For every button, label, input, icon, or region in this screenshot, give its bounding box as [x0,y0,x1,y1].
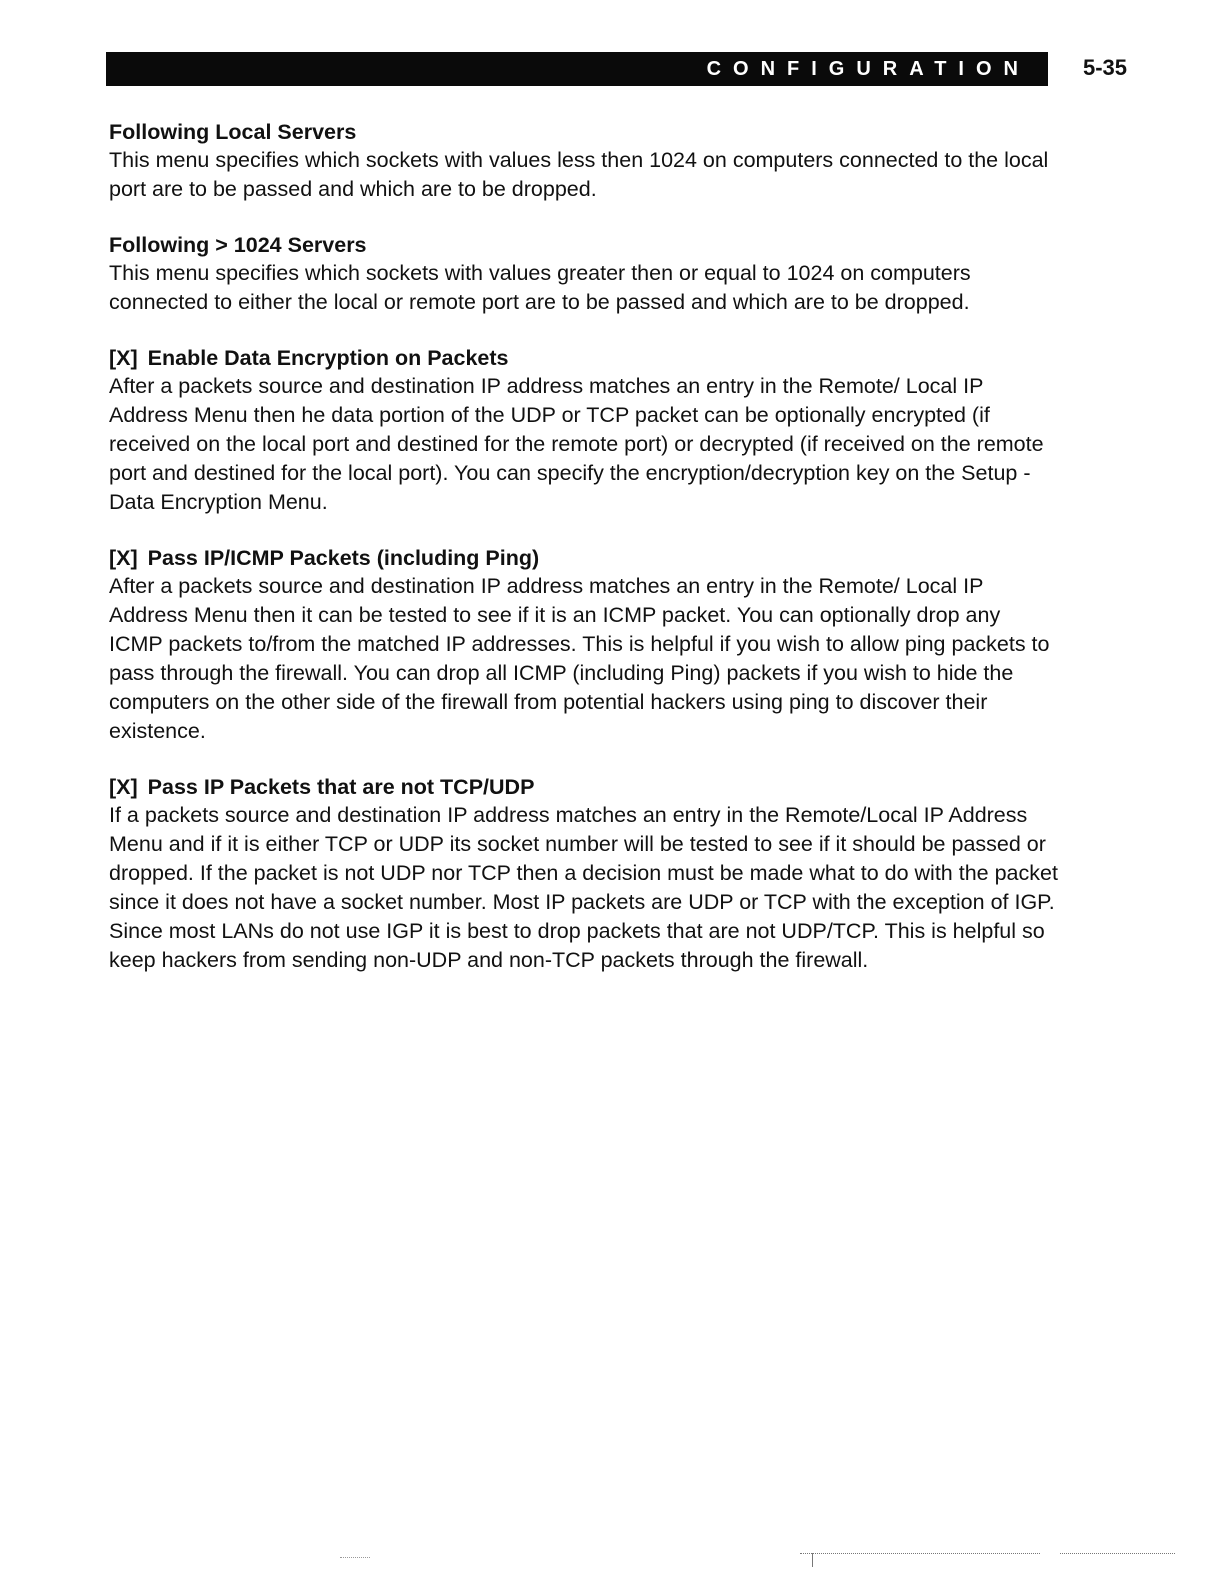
scan-mark [800,1553,1040,1554]
document-body [109,118,1059,1002]
checkbox-marker: [X] [109,775,138,799]
section-heading [109,118,1059,146]
section-heading-text: Pass IP/ICMP Packets (including Ping) [147,546,540,570]
chapter-header-bar [106,52,1048,86]
section-body: If a packets source and destination IP address matches an entry in the Remote/Local IP Address Menu and if it is either TCP or UDP its socket number will be tested to see if it should be passed or dropped. If the packet is not UDP nor TCP then a decision must be made what to do with the packet since it does not have a socket number. Most IP packets are UDP or TCP with the exception of IGP. Since most LANs do not use IGP it is best to drop packets that are not UDP/TCP. This is helpful so keep hackers from sending non-UDP and non-TCP packets through the firewall. [109,803,1058,972]
scan-artifact-marks [0,1546,1224,1576]
checkbox-marker: [X] [109,546,138,570]
section-heading [109,231,1059,259]
section-body: This menu specifies which sockets with values greater then or equal to 1024 on computers connected to either the local or remote port are to be passed and which are to be dropped. [109,261,971,314]
section-pass-non-tcp-udp-packets [109,773,1059,975]
section-enable-data-encryption [109,344,1059,517]
section-heading-text: Pass IP Packets that are not TCP/UDP [147,775,535,799]
section-heading [109,773,1059,801]
checkbox-marker: [X] [109,346,138,370]
section-pass-ip-icmp-packets [109,544,1059,746]
section-following-local-servers [109,118,1059,204]
section-heading-text: Following > 1024 Servers [109,233,367,257]
section-heading [109,544,1059,572]
section-body: After a packets source and destination IP address matches an entry in the Remote/ Local IP Address Menu then he data portion of the UDP or TCP packet can be optionally encrypted (if received on the local port and destined for the remote port) or decrypted (if received on the remote port and destined for the local port). You can specify the encryption/decryption key on the Setup - Data Encryption Menu. [109,374,1044,514]
page-number: 5-35 [1083,55,1128,80]
section-heading-text: Following Local Servers [109,120,357,144]
scan-mark [812,1553,813,1567]
section-heading [109,344,1059,372]
chapter-title: CONFIGURATION [706,58,1030,80]
section-heading-text: Enable Data Encryption on Packets [147,346,509,370]
scan-mark [340,1557,370,1558]
scan-mark [1060,1553,1175,1554]
section-body: After a packets source and destination IP address matches an entry in the Remote/ Local IP Address Menu then it can be tested to see if it is an ICMP packet. You can optionally drop any ICMP packets to/from the matched IP addresses. This is helpful if you wish to allow ping packets to pass through the firewall. You can drop all ICMP (including Ping) packets if you wish to hide the computers on the other side of the firewall from potential hackers using ping to discover their existence. [109,574,1050,743]
section-following-1024-servers [109,231,1059,317]
section-body: This menu specifies which sockets with values less then 1024 on computers connected to the local port are to be passed and which are to be dropped. [109,148,1049,201]
